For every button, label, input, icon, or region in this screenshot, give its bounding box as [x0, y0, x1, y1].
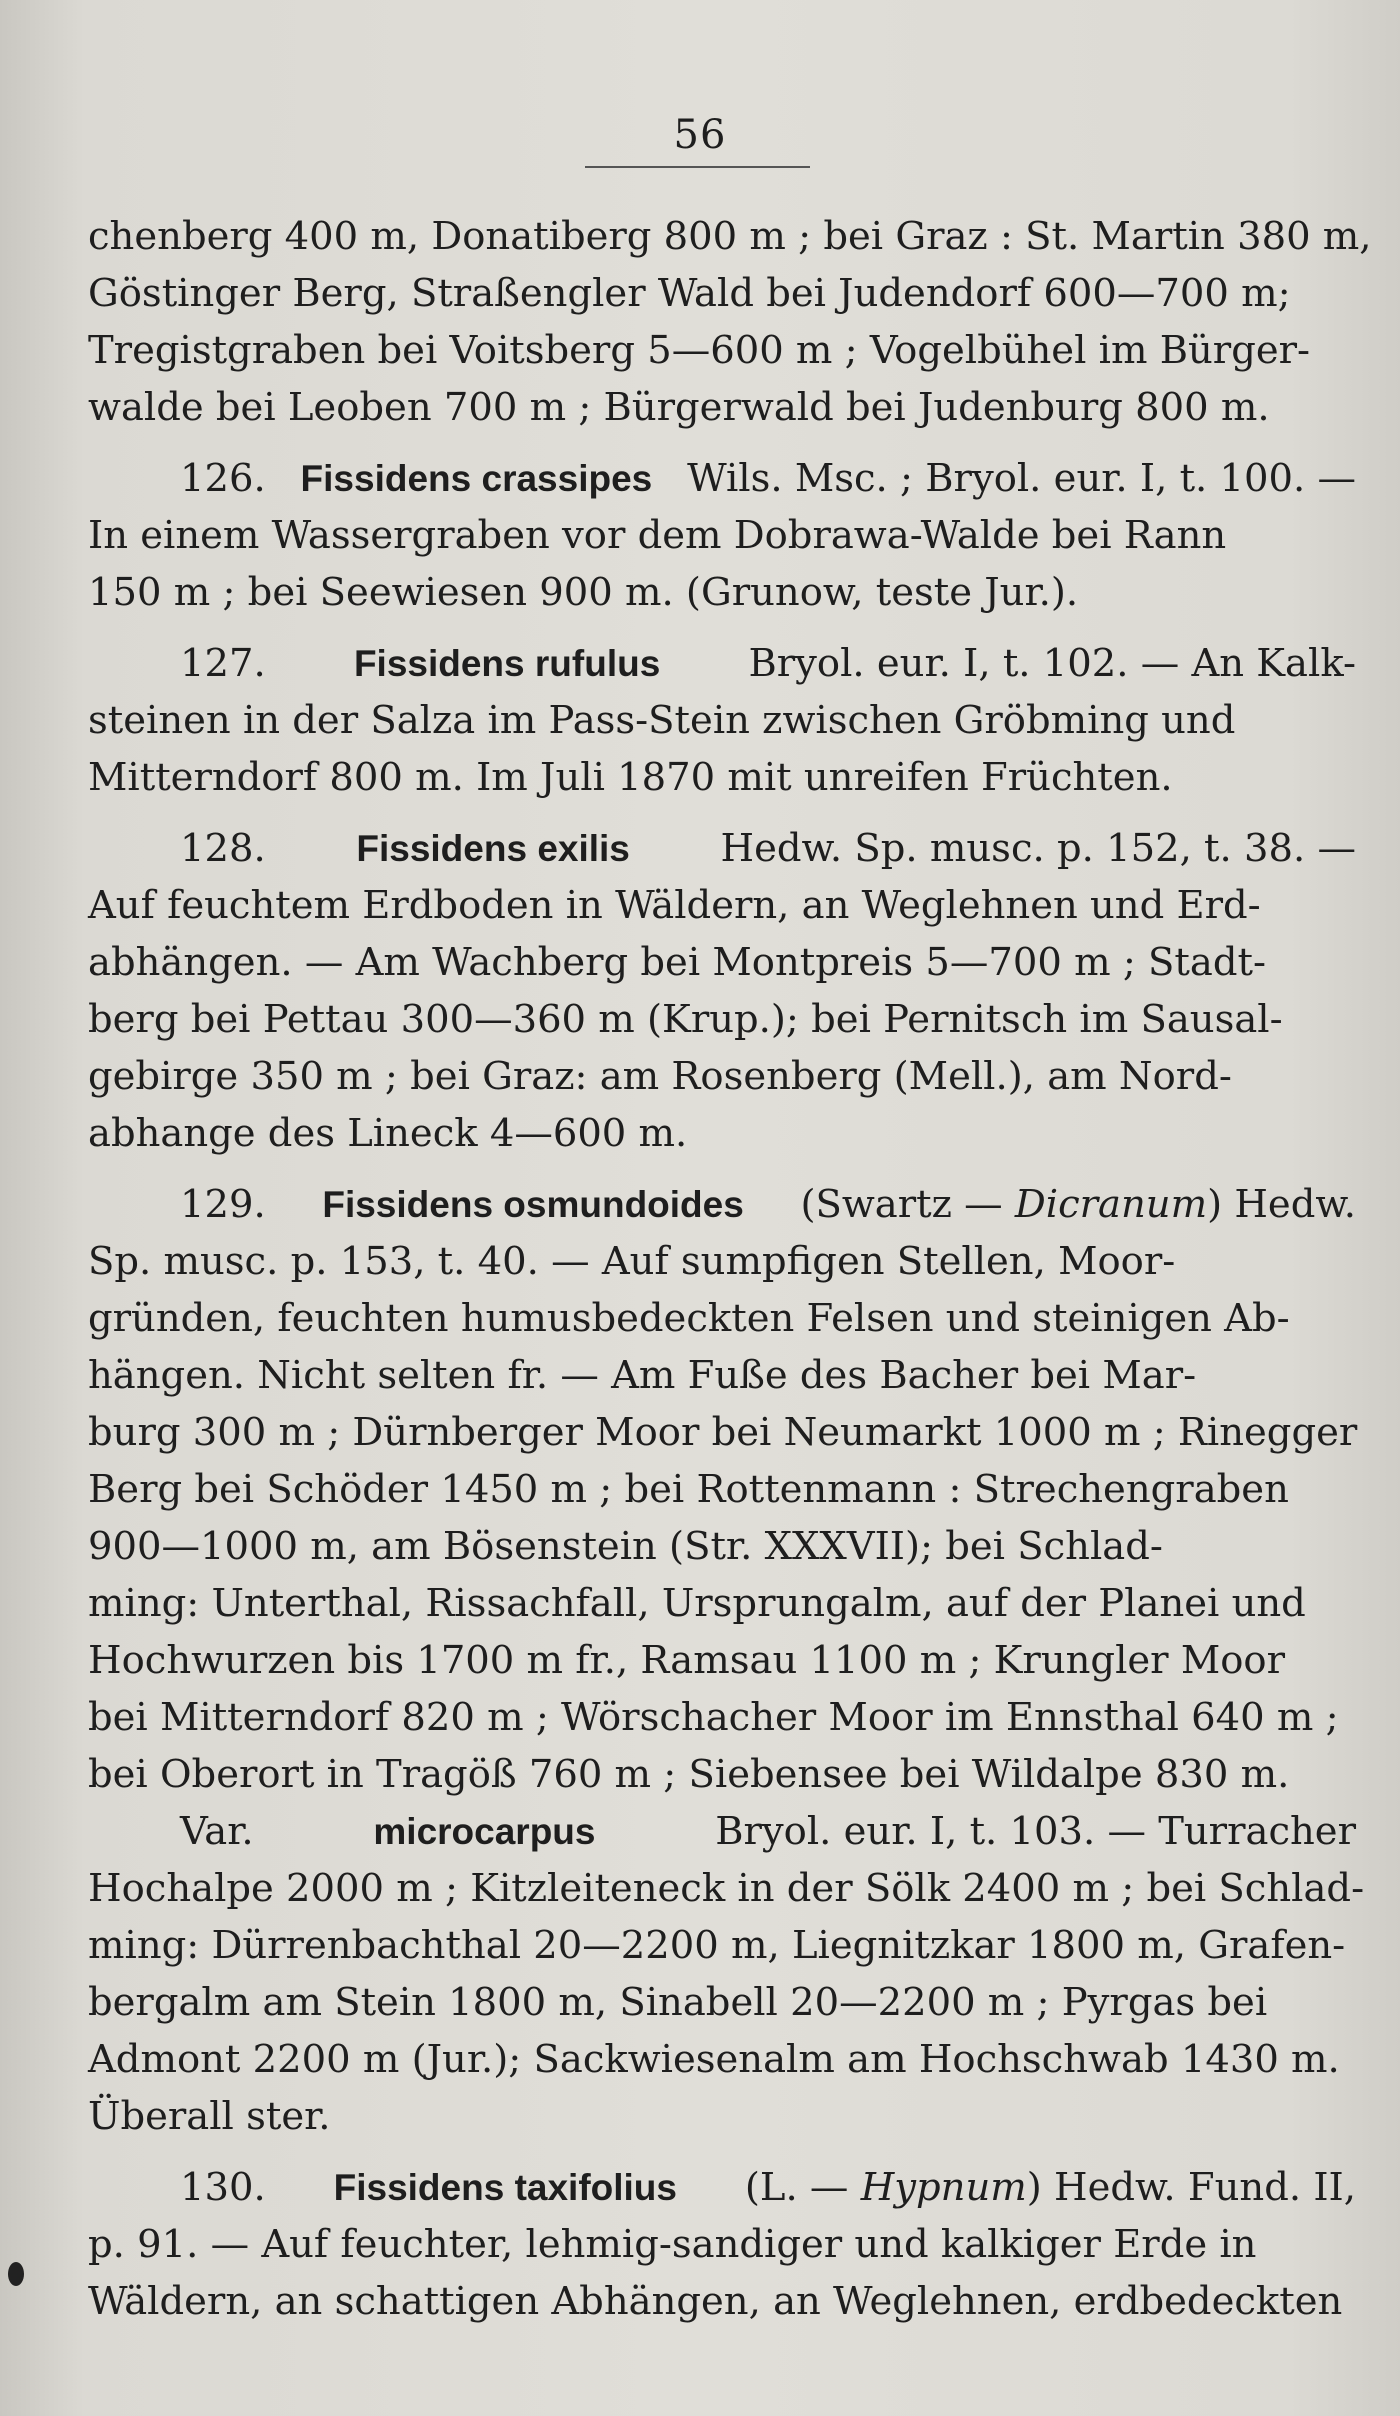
text-line: Sp. musc. p. 153, t. 40. — Auf sumpfigen Stellen, Moor-: [88, 1239, 1176, 1284]
variety-reference: Bryol. eur. I, t. 103. — Turracher: [715, 1809, 1356, 1854]
entry-127: [88, 635, 1356, 806]
text-line: Hochwurzen bis 1700 m fr., Ramsau 1100 m ; Krungler Moor: [88, 1638, 1285, 1683]
text-line: Berg bei Schöder 1450 m ; bei Rottenmann : Strechengraben: [88, 1467, 1289, 1512]
text-line: Göstinger Berg, Straßengler Wald bei Judendorf 600—700 m;: [88, 271, 1291, 316]
reference-prefix: (L. —: [744, 2165, 849, 2210]
entry-reference: Bryol. eur. I, t. 102. — An Kalk-: [748, 641, 1356, 686]
text-line: Admont 2200 m (Jur.); Sackwiesenalm am Hochschwab 1430 m.: [88, 2037, 1340, 2082]
synonym-genus: Hypnum: [860, 2165, 1027, 2210]
text-line: abhängen. — Am Wachberg bei Montpreis 5—700 m ; Stadt-: [88, 940, 1266, 985]
text-line: In einem Wassergraben vor dem Dobrawa-Walde bei Rann: [88, 513, 1227, 558]
entry-heading-line: [88, 1176, 1356, 1233]
header-rule: [585, 166, 810, 168]
entry-heading-line: [88, 2159, 1356, 2216]
entry-heading-line: [88, 820, 1356, 877]
text-line: steinen in der Salza im Pass-Stein zwischen Gröbming und: [88, 698, 1236, 743]
body-text: [88, 208, 1372, 2330]
text-line: ming: Dürrenbachthal 20—2200 m, Liegnitzkar 1800 m, Grafen-: [88, 1923, 1346, 1968]
text-line: bei Oberort in Tragöß 760 m ; Siebensee bei Wildalpe 830 m.: [88, 1752, 1290, 1797]
text-line: bergalm am Stein 1800 m, Sinabell 20—2200 m ; Pyrgas bei: [88, 1980, 1268, 2025]
text-line: Tregistgraben bei Voitsberg 5—600 m ; Vogelbühel im Bürger-: [88, 328, 1311, 373]
entry-reference: Hedw. Sp. musc. p. 152, t. 38. —: [720, 826, 1356, 871]
synonym-genus: Dicranum: [1014, 1182, 1208, 1227]
text-line: gebirge 350 m ; bei Graz: am Rosenberg (Mell.), am Nord-: [88, 1054, 1232, 1099]
intro-paragraph: [88, 208, 1372, 436]
reference-prefix: (Swartz —: [800, 1182, 1003, 1227]
text-line: Hochalpe 2000 m ; Kitzleiteneck in der Sölk 2400 m ; bei Schlad-: [88, 1866, 1365, 1911]
entry-number: 130.: [180, 2165, 266, 2210]
entry-heading-line: [88, 635, 1356, 692]
entry-number: 126.: [180, 456, 266, 501]
entry-129: [88, 1176, 1365, 2145]
reference-suffix: ) Hedw. Fund. II,: [1026, 2165, 1356, 2210]
text-line: berg bei Pettau 300—360 m (Krup.); bei Pernitsch im Sausal-: [88, 997, 1283, 1042]
text-line: walde bei Leoben 700 m ; Bürgerwald bei Judenburg 800 m.: [88, 385, 1270, 430]
entry-heading-line: [88, 450, 1356, 507]
text-line: bei Mitterndorf 820 m ; Wörschacher Moor im Ennsthal 640 m ;: [88, 1695, 1339, 1740]
text-line: 150 m ; bei Seewiesen 900 m. (Grunow, teste Jur.).: [88, 570, 1079, 615]
entry-reference: [745, 2159, 1356, 2216]
text-line: Wäldern, an schattigen Abhängen, an Weglehnen, erdbedeckten: [88, 2279, 1343, 2324]
entry-130: [88, 2159, 1356, 2330]
text-line: gründen, feuchten humusbedeckten Felsen und steinigen Ab-: [88, 1296, 1290, 1341]
reference-suffix: ) Hedw.: [1207, 1182, 1356, 1227]
ink-spot: [8, 2262, 24, 2286]
variety-name: microcarpus: [373, 1811, 596, 1852]
species-name: Fissidens osmundoides: [322, 1184, 744, 1225]
text-line: hängen. Nicht selten fr. — Am Fuße des Bacher bei Mar-: [88, 1353, 1197, 1398]
text-line: 900—1000 m, am Bösenstein (Str. XXXVII); bei Schlad-: [88, 1524, 1163, 1569]
text-line: Überall ster.: [88, 2094, 331, 2139]
entry-128: [88, 820, 1356, 1162]
page-number: 56: [673, 112, 727, 158]
text-line: chenberg 400 m, Donatiberg 800 m ; bei Graz : St. Martin 380 m,: [88, 214, 1372, 259]
text-line: burg 300 m ; Dürnberger Moor bei Neumarkt 1000 m ; Rinegger: [88, 1410, 1358, 1455]
text-line: ming: Unterthal, Rissachfall, Ursprungalm, auf der Planei und: [88, 1581, 1306, 1626]
text-line: p. 91. — Auf feuchter, lehmig-sandiger und kalkiger Erde in: [88, 2222, 1257, 2267]
entry-reference: Wils. Msc. ; Bryol. eur. I, t. 100. —: [687, 456, 1356, 501]
species-name: Fissidens crassipes: [300, 458, 653, 499]
entry-number: 127.: [180, 641, 266, 686]
text-line: Auf feuchtem Erdboden in Wäldern, an Weglehnen und Erd-: [88, 883, 1261, 928]
entry-number: 129.: [180, 1182, 266, 1227]
species-name: Fissidens exilis: [356, 828, 630, 869]
entry-126: [88, 450, 1356, 621]
species-name: Fissidens taxifolius: [333, 2167, 677, 2208]
entry-reference: [800, 1176, 1356, 1233]
entry-number: 128.: [180, 826, 266, 871]
variety-heading-line: [88, 1803, 1356, 1860]
text-line: Mitterndorf 800 m. Im Juli 1870 mit unreifen Früchten.: [88, 755, 1173, 800]
text-line: abhange des Lineck 4—600 m.: [88, 1111, 688, 1156]
species-name: Fissidens rufulus: [353, 643, 661, 684]
variety-label: Var.: [180, 1809, 254, 1854]
